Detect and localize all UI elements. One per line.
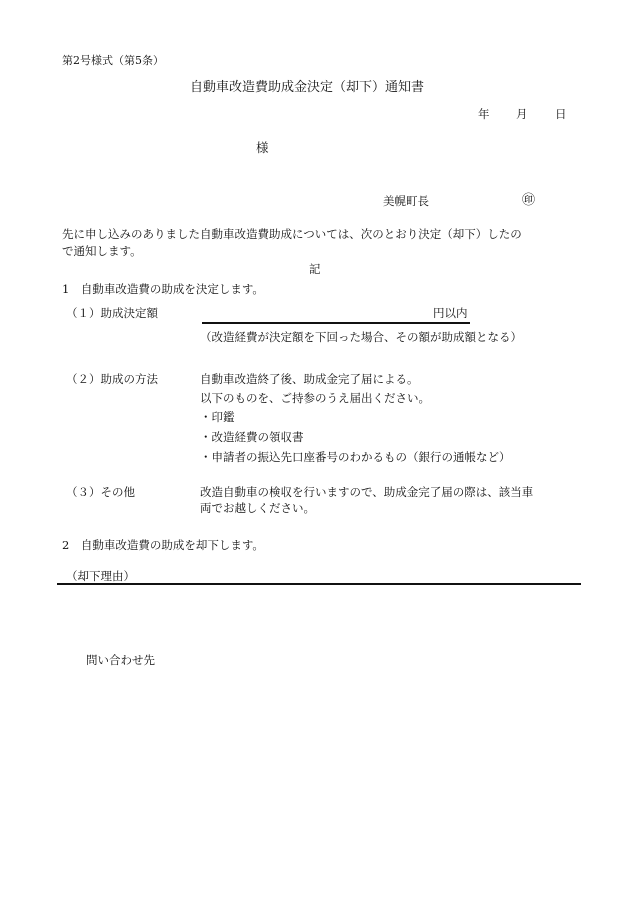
ki-heading: 記 — [309, 262, 321, 276]
method-item-receipt: ・改造経費の領収書 — [200, 430, 304, 444]
amount-underline — [202, 322, 470, 324]
other-line2: 両でお越しください。 — [200, 501, 315, 515]
date-year-label: 年 — [478, 107, 490, 121]
amount-note: （改造経費が決定額を下回った場合、その額が助成額となる） — [200, 330, 522, 344]
other-line1: 改造自動車の検収を行いますので、助成金完了届の際は、該当車 — [200, 485, 534, 499]
form-number: 第2号様式（第5条） — [62, 54, 164, 67]
date-day-label: 日 — [555, 107, 567, 121]
issuer-name: 美幌町長 — [383, 194, 429, 208]
issuer-seal: ㊞ — [522, 193, 536, 208]
addressee-suffix: 様 — [256, 140, 269, 155]
document-title: 自動車改造費助成金決定（却下）通知書 — [190, 80, 425, 95]
section2-heading: 2 自動車改造費の助成を却下します。 — [62, 538, 264, 552]
other-label: （３）その他 — [66, 485, 135, 499]
rejection-reason-label: （却下理由） — [66, 569, 135, 583]
amount-label: （１）助成決定額 — [66, 306, 158, 320]
intro-text-line1: 先に申し込みのありました自動車改造費助成については、次のとおり決定（却下）したの — [62, 227, 522, 241]
method-item-bank-account: ・申請者の振込先口座番号のわかるもの（銀行の通帳など） — [200, 450, 511, 464]
method-line1: 自動車改造終了後、助成金完了届による。 — [200, 372, 419, 386]
amount-unit: 円以内 — [433, 306, 468, 320]
method-line2: 以下のものを、ご持参のうえ届出ください。 — [200, 391, 430, 405]
intro-text-line2: で通知します。 — [62, 244, 142, 258]
rejection-reason-rule — [57, 583, 581, 585]
contact-label: 問い合わせ先 — [86, 653, 155, 667]
date-month-label: 月 — [516, 107, 528, 121]
section1-heading: 1 自動車改造費の助成を決定します。 — [62, 282, 264, 296]
method-label: （２）助成の方法 — [66, 372, 158, 386]
method-item-seal: ・印鑑 — [200, 410, 235, 424]
